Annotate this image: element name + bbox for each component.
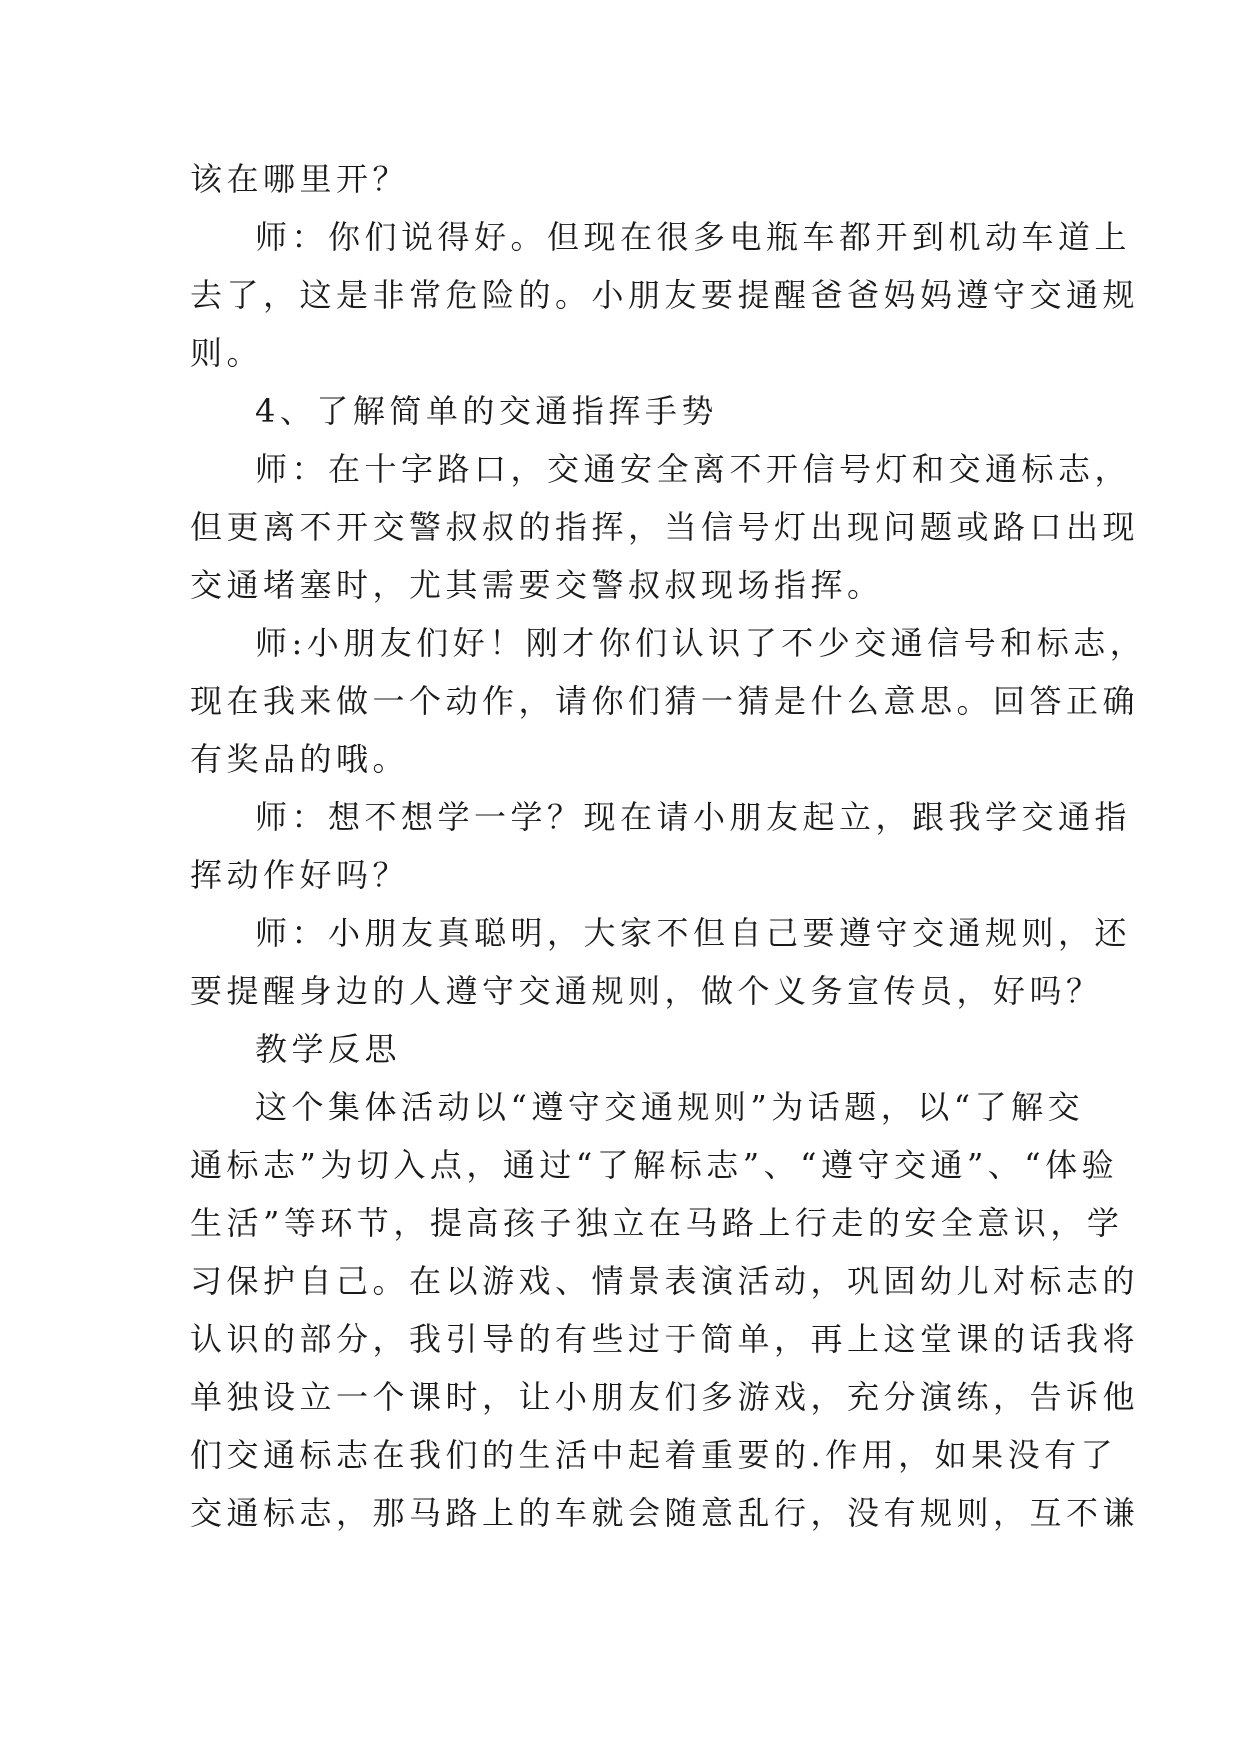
text-line: 师：小朋友真聪明，大家不但自己要遵守交通规则，还 <box>255 914 1132 952</box>
text-line: 交通堵塞时，尤其需要交警叔叔现场指挥。 <box>190 566 884 604</box>
text-line: 有奖品的哦。 <box>190 740 410 778</box>
text-line: 认识的部分，我引导的有些过于简单，再上这堂课的话我将 <box>190 1320 1140 1358</box>
text-line: 师：想不想学一学？现在请小朋友起立，跟我学交通指 <box>255 798 1132 836</box>
document-body <box>190 150 1147 1542</box>
text-line: 要提醒身边的人遵守交通规则，做个义务宣传员，好吗？ <box>190 972 1103 1010</box>
text-line: 们交通标志在我们的生活中起着重要的.作用，如果没有了 <box>190 1436 1118 1474</box>
text-line: 这个集体活动以“遵守交通规则”为话题，以“了解交 <box>255 1088 1085 1126</box>
text-line: 师:小朋友们好！刚才你们认识了不少交通信号和标志， <box>255 624 1147 662</box>
text-line: 生活”等环节，提高孩子独立在马路上行走的安全意识，学 <box>190 1204 1124 1242</box>
text-line: 单独设立一个课时，让小朋友们多游戏，充分演练，告诉他 <box>190 1378 1140 1416</box>
text-line: 但更离不开交警叔叔的指挥，当信号灯出现问题或路口出现 <box>190 508 1140 546</box>
text-line: 通标志”为切入点，通过“了解标志”、“遵守交通”、“体验 <box>190 1146 1119 1184</box>
text-line: 师：在十字路口，交通安全离不开信号灯和交通标志， <box>255 450 1132 488</box>
section-heading: 教学反思 <box>255 1030 402 1068</box>
text-line: 去了，这是非常危险的。小朋友要提醒爸爸妈妈遵守交通规 <box>190 276 1140 314</box>
text-line: 现在我来做一个动作，请你们猜一猜是什么意思。回答正确 <box>190 682 1140 720</box>
text-line: 该在哪里开？ <box>190 160 410 198</box>
text-line: 则。 <box>190 334 264 372</box>
text-line: 挥动作好吗？ <box>190 856 410 894</box>
text-line: 师：你们说得好。但现在很多电瓶车都开到机动车道上 <box>255 218 1132 256</box>
section-heading: 4、了解简单的交通指挥手势 <box>255 392 718 430</box>
text-line: 习保护自己。在以游戏、情景表演活动，巩固幼儿对标志的 <box>190 1262 1140 1300</box>
text-line: 交通标志，那马路上的车就会随意乱行，没有规则，互不谦 <box>190 1494 1140 1532</box>
